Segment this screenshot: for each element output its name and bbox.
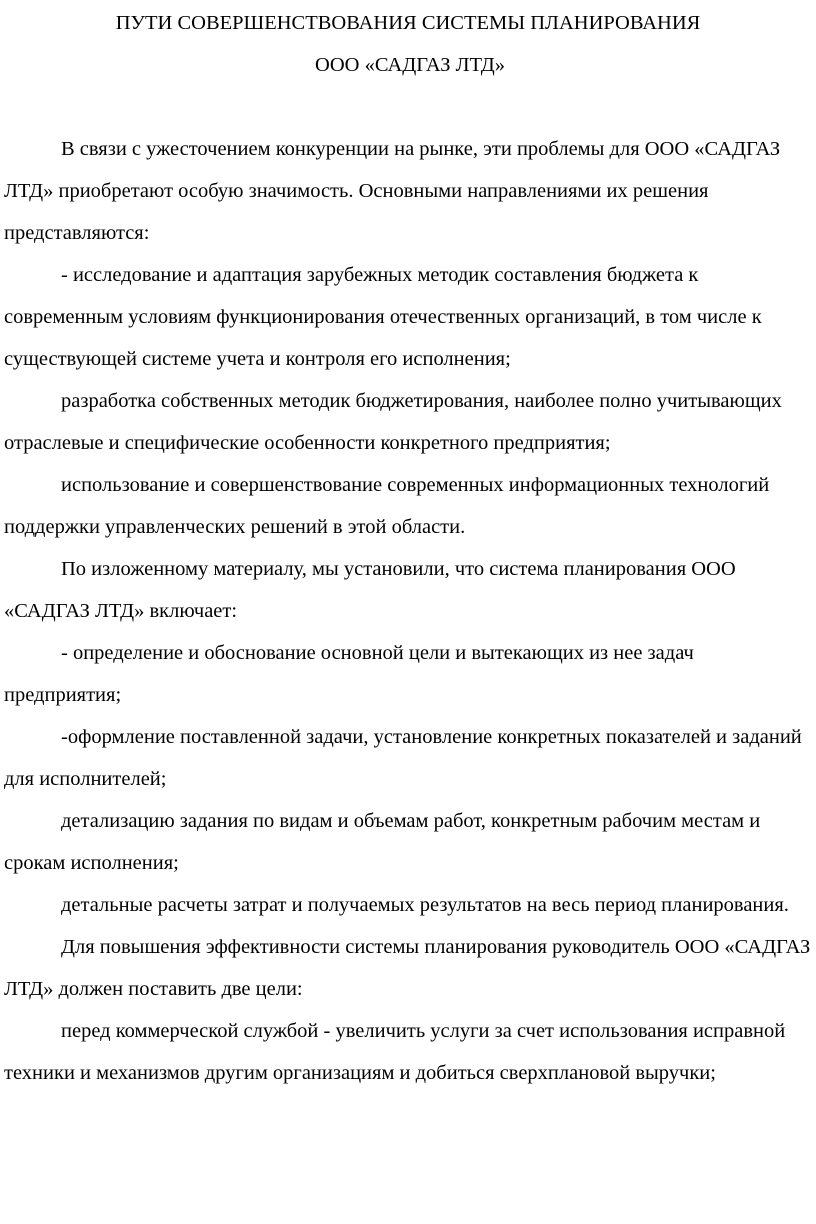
document-title <box>4 2 812 86</box>
paragraph-research-adaptation: - исследование и адаптация зарубежных методик составления бюджета к современным условиям функционирования отечественных организаций, в том числе к существующей системе учета и контроля его исполнения; <box>4 264 762 370</box>
paragraph-efficiency-goals: Для повышения эффективности системы планирования руководитель ООО «САДГАЗ ЛТД» должен поставить две цели: <box>4 936 811 1000</box>
paragraph-it-usage: использование и совершенствование современных информационных технологий поддержки управленческих решений в этой области. <box>4 474 770 538</box>
paragraph-own-methods: разработка собственных методик бюджетирования, наиболее полно учитывающих отраслевые и специфические особенности конкретного предприятия; <box>4 390 782 454</box>
title-spacer <box>4 86 812 128</box>
paragraph-task-formalization: -оформление поставленной задачи, установление конкретных показателей и заданий для исполнителей; <box>4 726 802 790</box>
paragraph-system-includes: По изложенному материалу, мы установили, что система планирования ООО «САДГАЗ ЛТД» включает: <box>4 558 736 622</box>
title-line-1: ПУТИ СОВЕРШЕНСТВОВАНИЯ СИСТЕМЫ ПЛАНИРОВАНИЯ <box>115 12 701 34</box>
paragraph-cost-calculation: детальные расчеты затрат и получаемых результатов на весь период планирования. <box>61 894 789 916</box>
paragraph-commercial-service: перед коммерческой службой - увеличить услуги за счет использования исправной техники и механизмов другим организациям и добиться сверхплановой выручки; <box>4 1020 786 1084</box>
paragraph-task-detailing: детализацию задания по видам и объемам работ, конкретным рабочим местам и срокам исполнения; <box>4 810 761 874</box>
title-line-2: ООО «САДГАЗ ЛТД» <box>315 54 505 76</box>
document-body <box>4 128 812 1094</box>
paragraph-goal-definition: - определение и обоснование основной цели и вытекающих из нее задач предприятия; <box>4 642 694 706</box>
paragraph-intro: В связи с ужесточением конкуренции на рынке, эти проблемы для ООО «САДГАЗ ЛТД» приобретают особую значимость. Основными направлениями их решения представляются: <box>4 138 781 244</box>
